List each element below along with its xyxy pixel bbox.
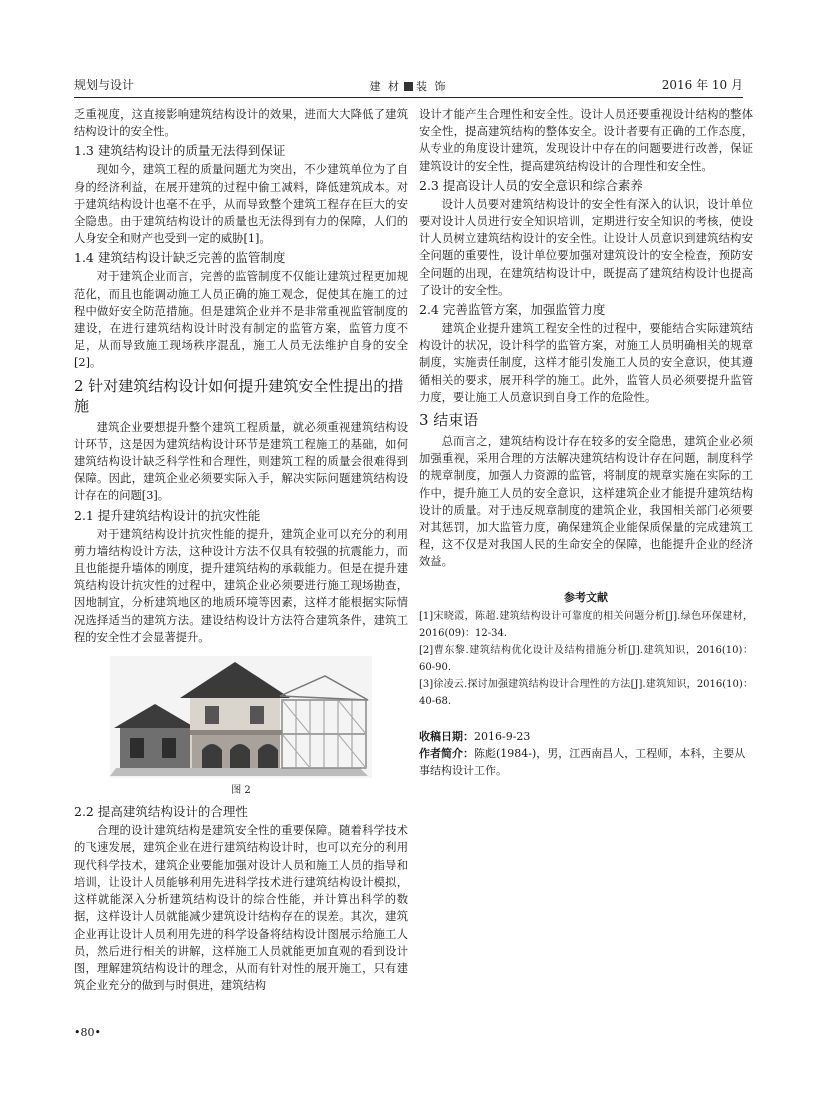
author-bio-value: 陈彪(1984-)，男，江西南昌人，工程师，本科，主要从事结构设计工作。 [419, 746, 746, 777]
section-heading-2-1: 2.1 提升建筑结构设计的抗灾性能 [74, 507, 261, 523]
right-column [419, 106, 753, 779]
author-bio-label: 作者简介： [419, 746, 474, 760]
paragraph: 设计才能产生合理性和安全性。设计人员还要重视设计结构的整体安全性，提高建筑结构的整体安全。设计者要有正确的工作态度，从专业的角度设计建筑，发现设计中存在的问题要进行改善，保证建筑设计的安全性，提高建筑结构设计的合理性和安全性。 [419, 108, 753, 173]
house-figure [110, 656, 372, 778]
square-icon [404, 82, 413, 91]
article-meta [419, 728, 753, 779]
paragraph: 建筑企业提升建筑工程安全性的过程中，要能结合实际建筑结构设计的状况，设计科学的监管方案，对施工人员明确相关的规章制度，实施责任制度，这样才能引发施工人员的安全意识，使其遵循相关的要求，展开科学的施工。此外，监管人员必须要提升监管力度，要让施工人员意识到自身工作的危险性。 [419, 322, 753, 404]
section-heading-2-2: 2.2 提高建筑结构设计的合理性 [74, 804, 248, 820]
reference-item: [2]曹东黎.建筑结构优化设计及结构措施分析[J].建筑知识，2016(10)：60-90. [419, 644, 753, 673]
house-illustration [110, 656, 372, 778]
page-header [74, 74, 743, 94]
paragraph: 现如今，建筑工程的质量问题尤为突出，不少建筑单位为了自身的经济利益，在展开建筑的过程中偷工减料，降低建筑成本。对于建筑结构设计也毫不在乎，从而导致整个建筑工程存在巨大的安全隐患。由于建筑结构设计的质量也无法得到有力的保障，人们的人身安全和财产也受到一定的威胁[1]。 [74, 163, 408, 246]
section-heading-1-3: 1.3 建筑结构设计的质量无法得到保证 [74, 143, 286, 159]
journal-name [74, 78, 743, 94]
issue-date: 2016 年 10 月 [661, 78, 743, 92]
paragraph: 乏重视度，这直接影响建筑结构设计的效果，进而大大降低了建筑结构设计的安全性。 [74, 108, 408, 139]
section-heading-3: 3 结束语 [419, 411, 479, 430]
received-date-value: 2016-9-23 [474, 729, 531, 743]
author-bio [419, 745, 753, 779]
paragraph: 对于建筑结构设计抗灾性能的提升，建筑企业可以充分的利用剪力墙结构设计方法，这种设计方法不仅具有较强的抗震能力，而且也能提升墙体的刚度，提升建筑结构的承载能力。但是在提升建筑结构设计抗灾性的过程中，建筑企业必须要进行施工现场勘查，因地制宜，分析建筑地区的地质环境等因素，这样才能根据实际情况选择适当的建筑方法。建设结构设计方法符合建筑条件，建筑工程的安全性才会显著提升。 [74, 527, 408, 644]
section-heading-2-4: 2.4 完善监管方案，加强监管力度 [419, 302, 606, 318]
journal-name-part2: 装 饰 [416, 80, 448, 93]
section-heading-1-4: 1.4 建筑结构设计缺乏完善的监管制度 [74, 250, 286, 266]
paragraph: 建筑企业要想提升整个建筑工程质量，就必须重视建筑结构设计环节，这是因为建筑结构设计环节是建筑工程施工的基础，如何建筑结构设计缺乏科学性和合理性，则建筑工程的质量会很难得到保障。因此，建筑企业必须要实际入手，解决实际问题建筑结构设计存在的问题[3]。 [74, 420, 408, 503]
header-rule [74, 97, 743, 98]
reference-item: [1]宋晓霞，陈超.建筑结构设计可靠度的相关问题分析[J].绿色环保建材，2016(09)：12-34. [419, 610, 753, 639]
left-column [74, 106, 408, 994]
paragraph: 总而言之，建筑结构设计存在较多的安全隐患，建筑企业必须加强重视，采用合理的方法解决建筑结构设计存在问题，制度科学的规章制度，加强人力资源的监管，将制度的规章实施在实际的工作中，提升施工人员的安全意识，这样建筑企业才能提升建筑结构设计的质量。对于违反规章制度的建筑企业，我国相关部门必须要对其惩罚，加大监管力度，确保建筑企业能保质保量的完成建筑工程，这不仅是对我国人民的生命安全的保障，也能提升企业的经济效益。 [419, 435, 753, 569]
paragraph: 合理的设计建筑结构是建筑安全性的重要保障。随着科学技术的飞速发展，建筑企业在进行建筑结构设计时，也可以充分的利用现代科学技术，建筑企业要能加强对设计人员和施工人员的指导和培训，让设计人员能够利用先进科学技术进行建筑结构设计模拟，这样就能深入分析建筑结构设计的综合性能，并计算出科学的数据，这样设计人员就能减少建筑设计结构存在的误差。其次，建筑企业再让设计人员利用先进的科学设备将结构设计图展示给施工人员，然后进行相关的讲解，这样施工人员就能更加直观的看到设计图，理解建筑结构设计的理念，从而有针对性的展开施工，只有建筑企业充分的做到与时俱进，建筑结构 [74, 824, 408, 993]
section-heading-2-3: 2.3 提高设计人员的安全意识和综合素养 [419, 177, 643, 193]
page-number: •80• [74, 1026, 101, 1039]
journal-name-part1: 建 材 [369, 80, 401, 93]
received-date-label: 收稿日期： [419, 729, 474, 743]
figure-caption: 图 2 [231, 785, 251, 797]
section-label: 规划与设计 [74, 78, 135, 92]
reference-item: [3]徐凌云.探讨加强建筑结构设计合理性的方法[J].建筑知识，2016(10)：40-68. [419, 678, 753, 707]
paragraph: 对于建筑企业而言，完善的监管制度不仅能让建筑过程更加规范化，而且也能调动施工人员正确的施工观念，促使其在施工的过程中做好安全防范措施。但是建筑企业并不是非常重视监管制度的建设，在进行建筑结构设计时没有制定的监管方案，监管力度不足，从而导致施工现场秩序混乱，施工人员无法维护自身的安全[2]。 [74, 270, 408, 370]
paragraph: 设计人员要对建筑结构设计的安全性有深入的认识，设计单位要对设计人员进行安全知识培训，定期进行安全知识的考核，使设计人员树立建筑结构设计的安全性。让设计人员意识到建筑结构安全问题的重要性，设计单位要加强对建筑设计的安全检查，预防安全问题的出现，在建筑结构设计中，既提高了建筑结构设计也提高了设计的安全性。 [419, 197, 753, 297]
received-date [419, 728, 753, 745]
references-title: 参考文献 [564, 590, 608, 604]
section-heading-2: 2 针对建筑结构设计如何提升建筑安全性提出的措施 [74, 376, 404, 415]
